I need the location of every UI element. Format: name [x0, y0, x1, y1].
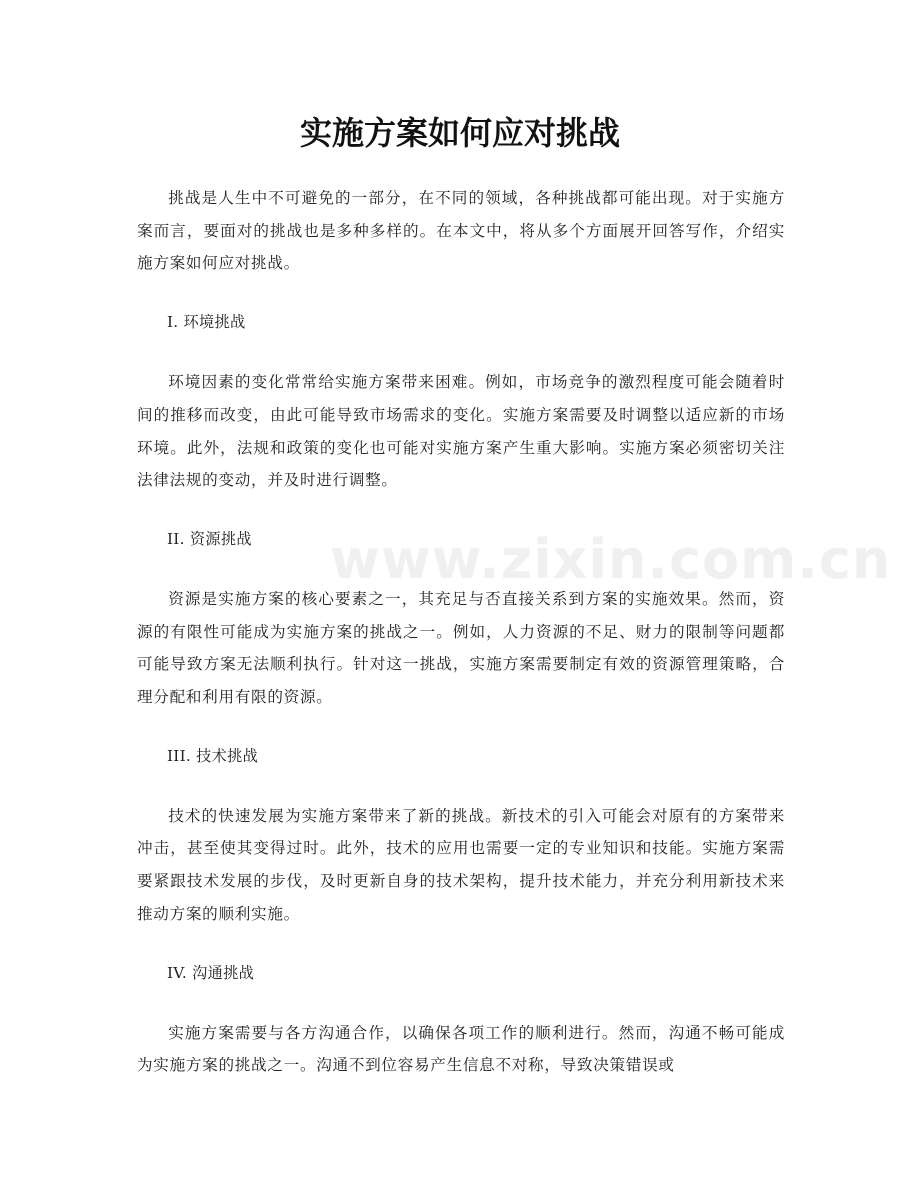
intro-paragraph: 挑战是人生中不可避免的一部分，在不同的领域，各种挑战都可能出现。对于实施方案而言，要面对的挑战也是多种多样的。在本文中，将从多个方面展开回答写作，介绍实施方案如何应对挑战。: [137, 189, 785, 273]
section-body-environment: 环境因素的变化常常给实施方案带来困难。例如，市场竞争的激烈程度可能会随着时间的推移而改变，由此可能导致市场需求的变化。实施方案需要及时调整以适应新的市场环境。此外，法规和政策的变化也可能对实施方案产生重大影响。实施方案必须密切关注法律法规的变动，并及时进行调整。: [137, 373, 785, 490]
watermark: www.zixin.com.cn: [330, 528, 892, 591]
section-body-technology: 技术的快速发展为实施方案带来了新的挑战。新技术的引入可能会对原有的方案带来冲击，甚至使其变得过时。此外，技术的应用也需要一定的专业知识和技能。实施方案需要紧跟技术发展的步伐，及时更新自身的技术架构，提升技术能力，并充分利用新技术来推动方案的顺利实施。: [137, 806, 785, 923]
document-body: [137, 182, 785, 1114]
section-body-resources: 资源是实施方案的核心要素之一，其充足与否直接关系到方案的实施效果。然而，资源的有限性可能成为实施方案的挑战之一。例如，人力资源的不足、财力的限制等问题都可能导致方案无法顺利执行。针对这一挑战，实施方案需要制定有效的资源管理策略，合理分配和利用有限的资源。: [137, 589, 785, 707]
section-body-communication: 实施方案需要与各方沟通合作，以确保各项工作的顺利进行。然而，沟通不畅可能成为实施方案的挑战之一。沟通不到位容易产生信息不对称，导致决策错误或: [137, 1023, 785, 1075]
page-title: 实施方案如何应对挑战: [299, 114, 620, 152]
section-heading-environment: I. 环境挑战: [167, 313, 246, 332]
section-heading-resources: II. 资源挑战: [167, 529, 252, 548]
section-heading-technology: III. 技术挑战: [167, 746, 259, 765]
section-heading-communication: IV. 沟通挑战: [167, 963, 255, 982]
